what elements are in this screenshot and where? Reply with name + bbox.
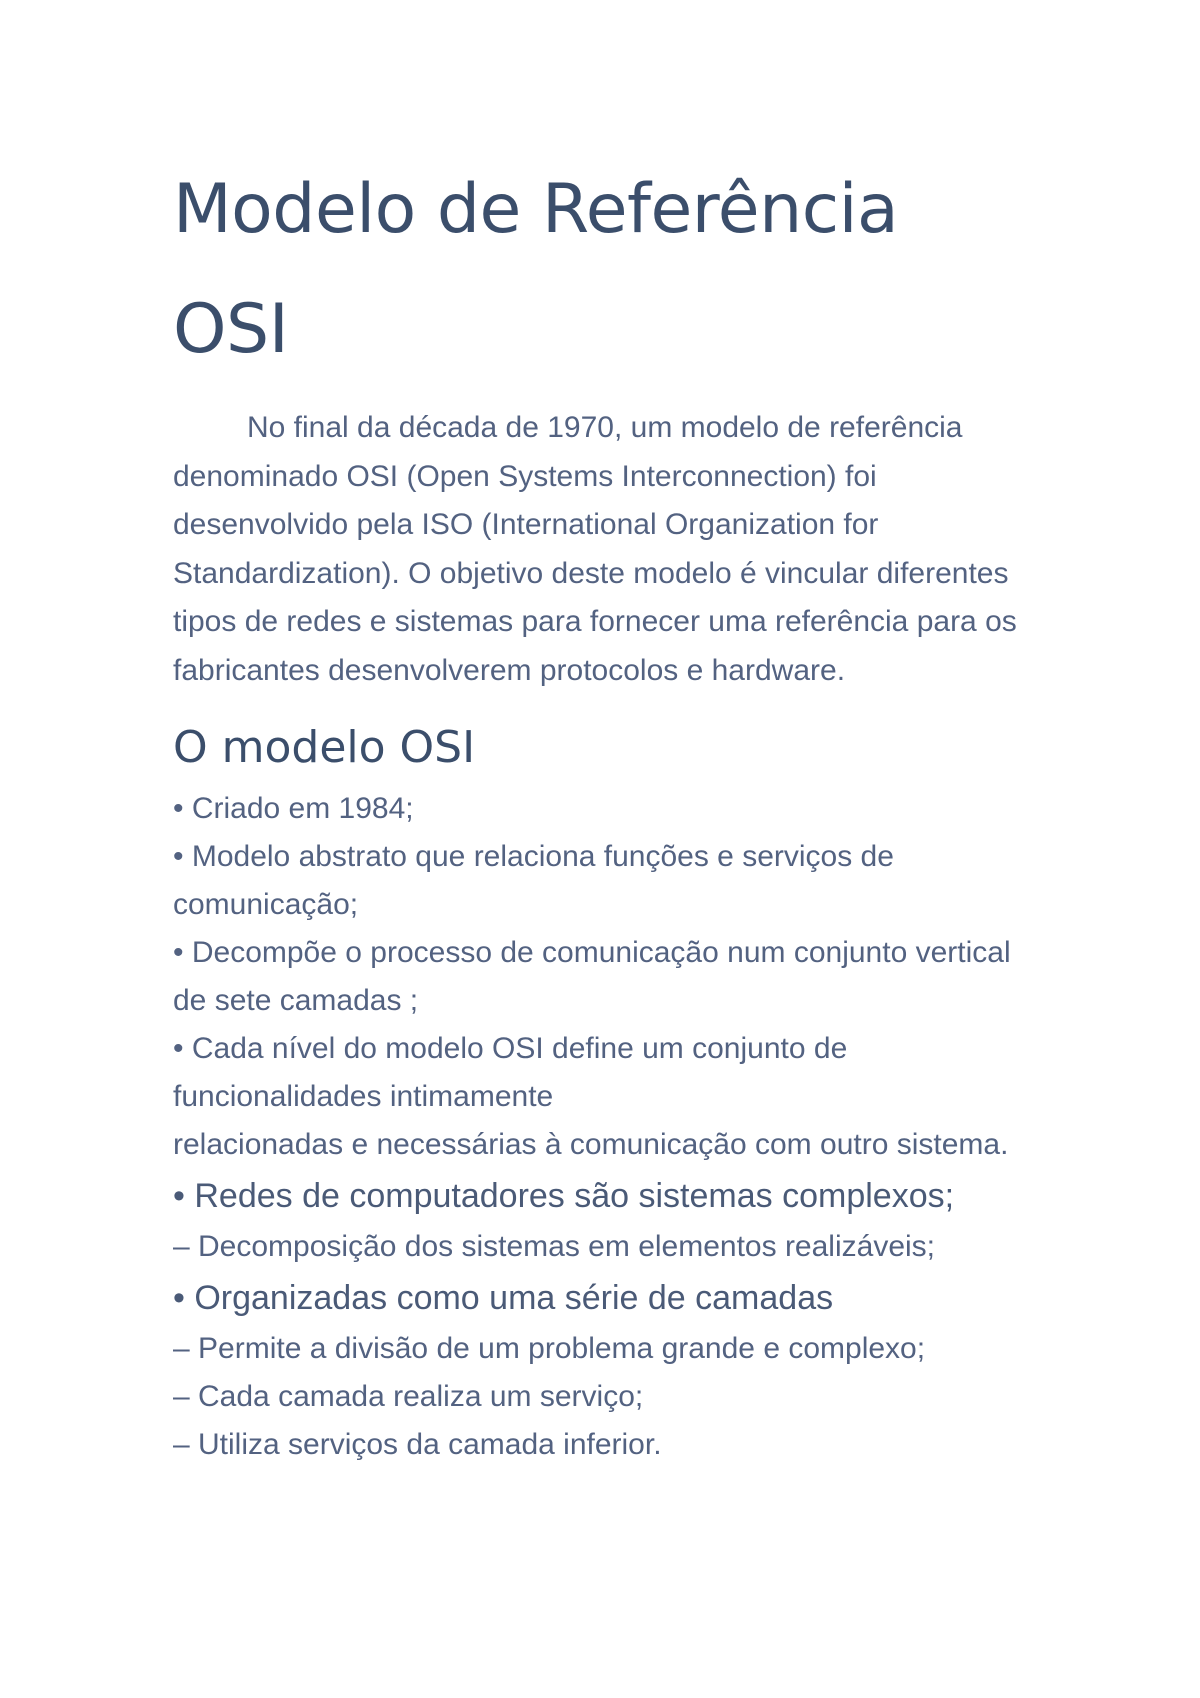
document-content: [173, 150, 1033, 1469]
list-item: relacionadas e necessárias à comunicação com outro sistema.: [173, 1128, 1009, 1161]
list-item: • Cada nível do modelo OSI define um conjunto de funcionalidades intimamente: [173, 1032, 848, 1113]
list-item: – Permite a divisão de um problema grande e complexo;: [173, 1332, 926, 1365]
bullet-list: [173, 785, 1033, 1469]
intro-paragraph: No final da década de 1970, um modelo de referência denominado OSI (Open Systems Interconnection) foi desenvolvido pela ISO (International Organization for Standardization). O objetivo deste modelo é vincular diferentes tipos de redes e sistemas para fornecer uma referência para os fabricantes desenvolverem protocolos e hardware.: [173, 411, 1017, 687]
section-heading: O modelo OSI: [173, 722, 476, 773]
list-item: • Modelo abstrato que relaciona funções e serviços de comunicação;: [173, 840, 894, 921]
list-item: • Redes de computadores são sistemas complexos;: [173, 1177, 955, 1215]
page-title: Modelo de Referência OSI: [173, 170, 899, 369]
list-item: – Cada camada realiza um serviço;: [173, 1380, 644, 1413]
list-item: – Decomposição dos sistemas em elementos realizáveis;: [173, 1230, 935, 1263]
list-item: • Criado em 1984;: [173, 792, 414, 825]
list-item: • Decompõe o processo de comunicação num conjunto vertical de sete camadas ;: [173, 936, 1011, 1017]
list-item: • Organizadas como uma série de camadas: [173, 1279, 834, 1317]
list-item: – Utiliza serviços da camada inferior.: [173, 1428, 662, 1461]
